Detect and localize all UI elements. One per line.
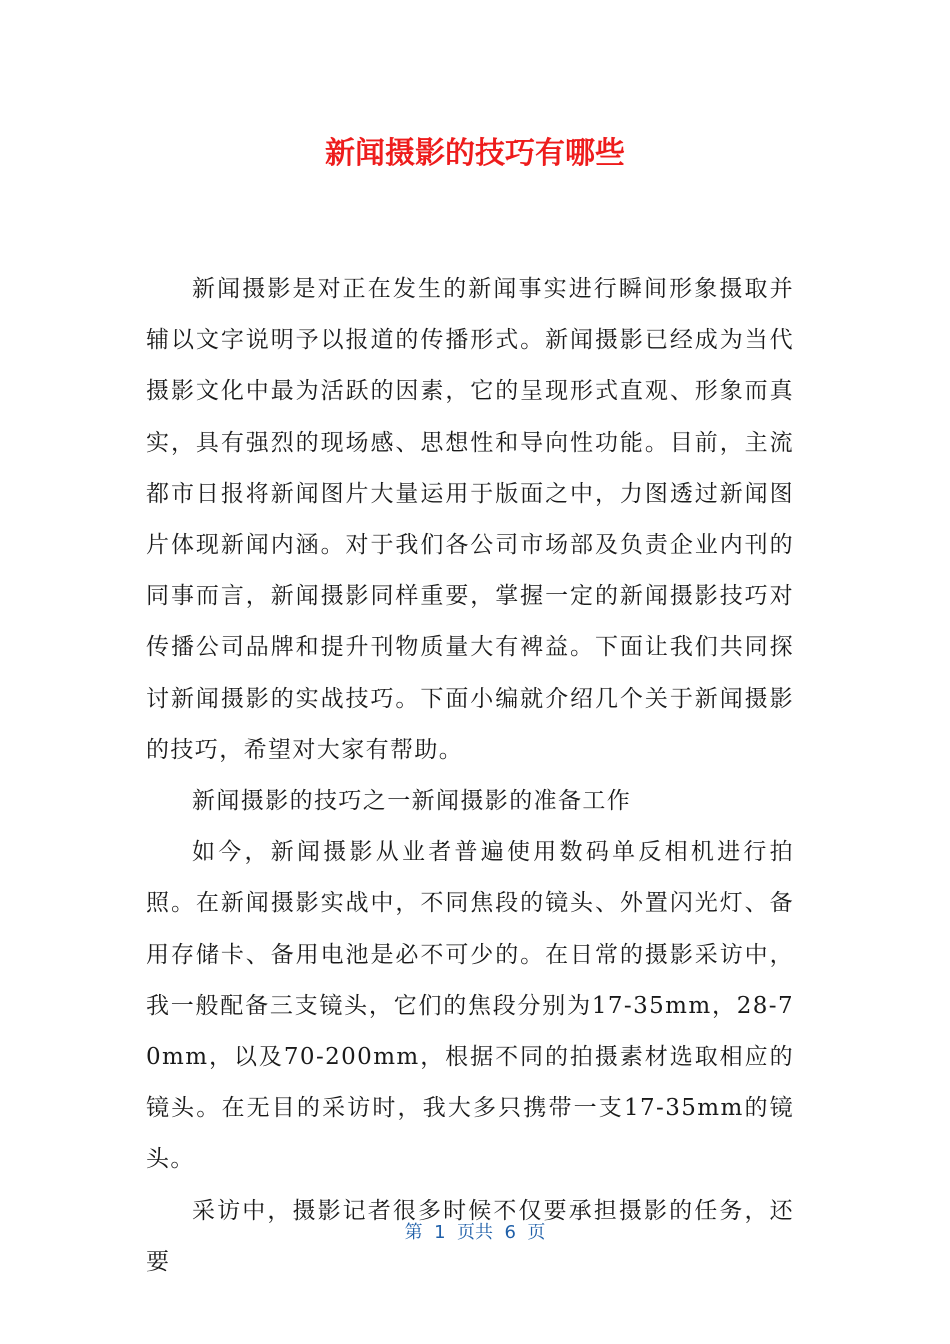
section-heading-preparation: 新闻摄影的技巧之一新闻摄影的准备工作 xyxy=(192,788,632,815)
document-body xyxy=(146,264,794,1288)
paragraph-equipment: 如今，新闻摄影从业者普遍使用数码单反相机进行拍照。在新闻摄影实战中，不同焦段的镜头、外置闪光灯、备用存储卡、备用电池是必不可少的。在日常的摄影采访中，我一般配备三支镜头，它们的焦段分别为17-35mm，28-70mm，以及70-200mm，根据不同的拍摄素材选取相应的镜头。在无目的采访时，我大多只携带一支17-35mm的镜头。 xyxy=(146,839,794,1173)
paragraph-interview: 采访中，摄影记者很多时候不仅要承担摄影的任务，还要 xyxy=(146,1197,794,1275)
paragraph-intro: 新闻摄影是对正在发生的新闻事实进行瞬间形象摄取并辅以文字说明予以报道的传播形式。新闻摄影已经成为当代摄影文化中最为活跃的因素，它的呈现形式直观、形象而真实，具有强烈的现场感、思想性和导向性功能。目前，主流都市日报将新闻图片大量运用于版面之中，力图透过新闻图片体现新闻内涵。对于我们各公司市场部及负责企业内刊的同事而言，新闻摄影同样重要，掌握一定的新闻摄影技巧对传播公司品牌和提升刊物质量大有裨益。下面让我们共同探讨新闻摄影的实战技巧。下面小编就介绍几个关于新闻摄影的技巧，希望对大家有帮助。 xyxy=(146,276,794,763)
page-number-footer: 第 1 页共 6 页 xyxy=(404,1222,546,1243)
document-title: 新闻摄影的技巧有哪些 xyxy=(325,136,625,171)
